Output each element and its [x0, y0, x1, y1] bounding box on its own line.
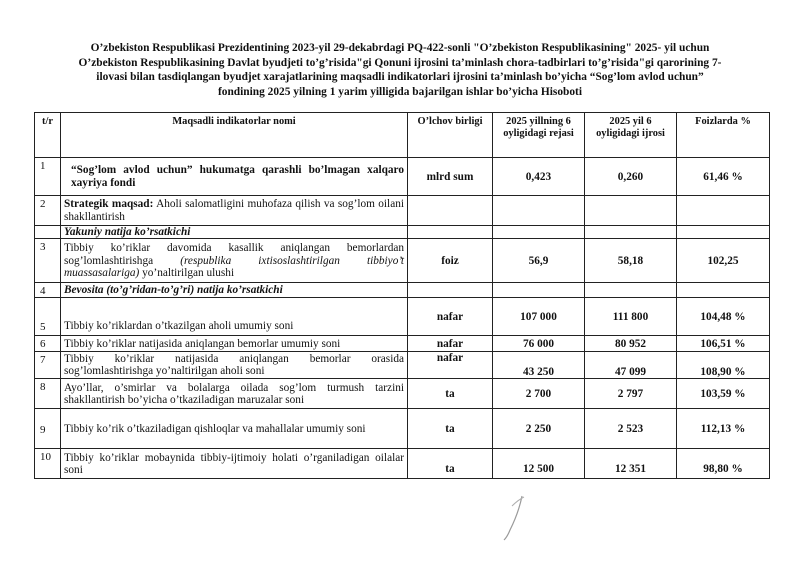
row-name: Tibbiy ko’riklar natijasida aniqlangan bemorlar orasida sog’lomlashtirishga yo’naltirilgan aholi soni: [61, 352, 408, 379]
row-name: Tibbiy ko’rik o’tkaziladigan qishloqlar va mahallalar umumiy soni: [61, 409, 408, 449]
strategic-goal-label: Strategik maqsad:: [64, 198, 154, 211]
table-row: [35, 158, 770, 196]
row-name: [61, 239, 408, 283]
table-row: [35, 298, 770, 336]
row-name-part: Tibbiy ko’riklar davomida kasallik aniqlangan bemorlardan sog’lomlashtirishga: [64, 242, 404, 267]
report-title: [30, 41, 770, 99]
row-unit: foiz: [408, 239, 493, 283]
row-number: 3: [35, 239, 61, 283]
indicators-table: [34, 112, 770, 479]
section-heading: Yakuniy natija ko’rsatkichi: [61, 226, 408, 239]
header-tr: t/r: [35, 113, 61, 158]
row-unit: nafar: [408, 336, 493, 352]
title-line: O’zbekiston Respublikasi Prezidentining 2023-yil 29-dekabrdagi PQ-422-sonli "O’zbekiston Respublikasining" 2025- yil uchun: [90, 42, 710, 54]
row-pct: 104,48 %: [677, 298, 770, 336]
row-name: Tibbiy ko’riklar mobaynida tibbiy-ijtimoiy holati o’rganiladigan oilalar soni: [61, 449, 408, 479]
row-number: 5: [35, 298, 61, 336]
row-unit: ta: [408, 449, 493, 479]
row-actual: 111 800: [585, 298, 677, 336]
row-number: 4: [35, 283, 61, 298]
row-pct: 108,90 %: [677, 352, 770, 379]
table-row: [35, 409, 770, 449]
row-name: Tibbiy ko’riklar natijasida aniqlangan bemorlar umumiy soni: [61, 336, 408, 352]
table-row: [35, 449, 770, 479]
row-unit: ta: [408, 409, 493, 449]
table-row: [35, 239, 770, 283]
title-line: ilovasi bilan tasdiqlangan byudjet xarajatlarining maqsadli indikatorlari ijrosini ta’minlash bo’yicha “Sog’lom avlod uchun”: [96, 71, 704, 84]
row-actual: 58,18: [585, 239, 677, 283]
row-actual: 12 351: [585, 449, 677, 479]
strategic-goal-text: Aholi salomatligini muhofaza qilish va sog’lom oilani shakllantirish: [64, 198, 404, 223]
row-name-part: yo’naltirilgan ulushi: [139, 267, 235, 280]
row-pct: 106,51 %: [677, 336, 770, 352]
table-row: [35, 283, 770, 298]
row-pct: 103,59 %: [677, 379, 770, 409]
row-plan: 0,423: [493, 158, 585, 196]
row-plan: 76 000: [493, 336, 585, 352]
row-actual: 0,260: [585, 158, 677, 196]
header-plan: 2025 yillning 6 oyligidagi rejasi: [493, 113, 585, 158]
header-pct: Foizlarda %: [677, 113, 770, 158]
row-unit: nafar: [408, 352, 493, 379]
row-unit: ta: [408, 379, 493, 409]
title-line: fondining 2025 yilning 1 yarim yilligida bajarilgan ishlar bo’yicha Hisoboti: [217, 85, 583, 98]
row-number: 9: [35, 409, 61, 449]
row-name: [61, 196, 408, 226]
row-name: Ayo’llar, o’smirlar va bolalarga oilada sog’lom turmush tarzini shakllantirish bo’yicha o’tkaziladigan maruzalar soni: [61, 379, 408, 409]
row-plan: 56,9: [493, 239, 585, 283]
row-actual: 2 523: [585, 409, 677, 449]
table-row: [35, 196, 770, 226]
row-actual: 2 797: [585, 379, 677, 409]
table-row: [35, 379, 770, 409]
row-plan: 2 250: [493, 409, 585, 449]
table-row: [35, 352, 770, 379]
header-actual: 2025 yil 6 oyligidagi ijrosi: [585, 113, 677, 158]
row-name: Tibbiy ko’riklardan o’tkazilgan aholi umumiy soni: [61, 298, 408, 336]
header-unit: O’lchov birligi: [408, 113, 493, 158]
row-number: 2: [35, 196, 61, 226]
row-number: 10: [35, 449, 61, 479]
signature: [500, 492, 540, 542]
row-name: “Sog’lom avlod uchun” hukumatga qarashli bo’lmagan xalqaro xayriya fondi: [61, 158, 408, 196]
row-pct: 61,46 %: [677, 158, 770, 196]
title-line: O’zbekiston Respublikasining Davlat byudjeti to’g’risida"gi Qonuni ijrosini ta’minlash chora-tadbirlari to’g’risida"gi qarorining 7-: [78, 56, 722, 69]
row-plan: 2 700: [493, 379, 585, 409]
row-number: 7: [35, 352, 61, 379]
row-actual: 80 952: [585, 336, 677, 352]
row-pct: 102,25: [677, 239, 770, 283]
section-heading: Bevosita (to’g’ridan-to’g’ri) natija ko’rsatkichi: [61, 283, 408, 298]
row-unit: mlrd sum: [408, 158, 493, 196]
table-row: [35, 336, 770, 352]
row-pct: 112,13 %: [677, 409, 770, 449]
header-name: Maqsadli indikatorlar nomi: [61, 113, 408, 158]
row-number: 1: [35, 158, 61, 196]
table-row: [35, 226, 770, 239]
row-plan: 43 250: [493, 352, 585, 379]
row-unit: nafar: [408, 298, 493, 336]
row-pct: 98,80 %: [677, 449, 770, 479]
table-header-row: [35, 113, 770, 158]
row-plan: 12 500: [493, 449, 585, 479]
row-number: 6: [35, 336, 61, 352]
row-plan: 107 000: [493, 298, 585, 336]
row-number: 8: [35, 379, 61, 409]
row-name-italic: (respublika ixtisoslashtirilgan tibbiyo’t muassasalariga): [64, 254, 404, 280]
row-actual: 47 099: [585, 352, 677, 379]
